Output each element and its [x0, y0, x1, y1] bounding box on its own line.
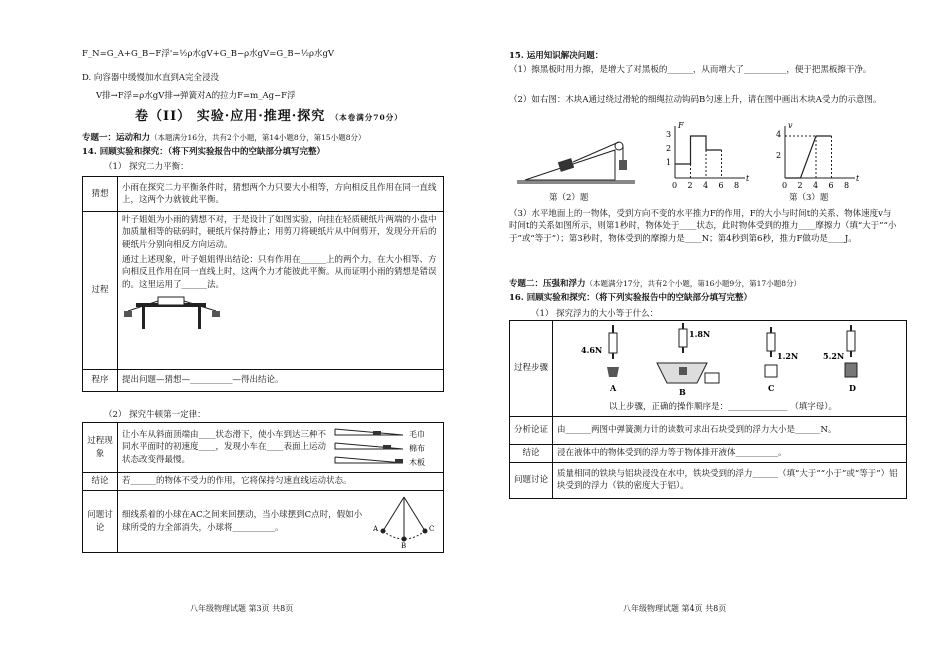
velocity-time-graph-svg: [771, 120, 863, 190]
discussion-text: 细线系着的小球在AC之间来回摆动，当小球摆到C点时，假如小球所受的力全部消失，小球将__________。: [122, 510, 363, 533]
y-tick-label: 1: [666, 158, 672, 167]
section-title: [135, 108, 403, 127]
y-tick-label: 2: [666, 144, 672, 153]
process-header: 过程: [83, 212, 118, 370]
discussion-header: 问题讨论: [83, 491, 118, 553]
x-tick-label: 4: [703, 181, 709, 190]
force-c: 1.2N: [777, 351, 799, 361]
surface-label-towel: 毛巾: [409, 430, 425, 439]
discussion2-header: 问题讨论: [510, 462, 553, 498]
discussion-cell: [118, 491, 444, 553]
force-time-graph: [661, 120, 753, 194]
topic1-heading: [82, 132, 365, 144]
discussion2-cell: 质量相同的铁块与铝块浸没在水中，铁块受到的浮力______（填“大于”“小于”或“等于”）铝块受到的浮力（铁的密度大于铝）。: [553, 462, 907, 498]
x-tick-label: 2: [797, 181, 803, 190]
x-tick-label: 2: [687, 181, 693, 190]
page-footer-left: 八年级物理试题 第3页 共8页: [190, 604, 294, 614]
program-header: 程序: [83, 370, 118, 392]
x-axis-label: t: [856, 174, 860, 183]
buoyancy-table: [509, 320, 907, 499]
topic1-head: 专题一：运动和力: [82, 133, 151, 143]
process-cell: [118, 212, 444, 370]
force-d: 5.2N: [823, 351, 845, 361]
x-tick-label: 8: [734, 181, 740, 190]
process-text-2: 通过上述现象，叶子姐姐得出结论：只有作用在______上的两个力，在大小相等、方向相反且作用在同一直线上时，这两个力才能彼此平衡。从而证明小雨的猜想是错误的。这里运用了______法。: [122, 254, 437, 290]
x-tick-label: 8: [844, 181, 850, 190]
topic1-note: （本题满分16分，共有2个小题，第14小题8分，第15小题8分）: [150, 133, 366, 142]
page-footer-right: 八年级物理试题 第4页 共8页: [623, 604, 727, 614]
y-tick-label: 2: [776, 151, 782, 160]
steps-cell: [553, 321, 907, 417]
conclusion2-cell: 浸在液体中的物体受到的浮力等于物体排开液体__________。: [553, 444, 907, 462]
q15-part3: （3）水平地面上的一物体，受到方向不变的水平推力F的作用，F的大小与时间t的关系、物体速度v与时间t的关系如图所示，则第1秒时，物体处于____状态，此时物体受到的推力____摩擦力（填“大于”“小于”或“等于”）；第3秒时，物体受到的摩擦力是____N；第4秒到第6秒，推力F做功是____J。: [509, 209, 897, 244]
section-title-text: 卷（II） 实验·应用·推理·探究: [135, 109, 326, 124]
newton-table: [82, 422, 444, 553]
balance-table: [82, 176, 444, 392]
caption-q3: 第（3）题: [789, 193, 829, 203]
phenomenon-text: 让小车从斜面顶端由____状态滑下，使小车到达三种不同水平面时的初速度____，发现小车在____表面上运动状态改变得最慢。: [122, 430, 327, 465]
analysis-cell: 由______两图中弹簧测力计的读数可求出石块受到的浮力大小是______N。: [553, 416, 907, 444]
formula-line-1: F_N=G_A+G_B−F浮'=½ρ水gV+G_B−ρ水gV=G_B−½ρ水gV: [82, 49, 335, 59]
surface-label-cotton: 棉布: [409, 444, 425, 453]
guess-cell: 小雨在探究二力平衡条件时，猜想两个力只要大小相等，方向相反且作用在同一直线上，这两个力就彼此平衡。: [118, 177, 444, 212]
force-time-graph-svg: [661, 120, 753, 190]
balance-apparatus-diagram: [122, 293, 222, 337]
pendulum-label-c: C: [429, 525, 435, 533]
conclusion2-header: 结论: [510, 444, 553, 462]
conclusion-header: 结论: [83, 473, 118, 491]
x-tick-label: 0: [672, 181, 678, 190]
pulley-incline-diagram: [515, 122, 639, 188]
surface-label-wood: 木板: [409, 458, 425, 467]
pendulum-label-b: B: [401, 542, 407, 549]
x-tick-label: 6: [718, 181, 724, 190]
analysis-header: 分析论证: [510, 416, 553, 444]
topic2-head: 专题二：压强和浮力: [509, 279, 586, 289]
step-label-a: A: [610, 383, 617, 393]
step-label-c: C: [768, 383, 775, 393]
phenomenon-cell: [118, 423, 444, 473]
conclusion-cell: 若______的物体不受力的作用，它将保持匀速直线运动状态。: [118, 473, 444, 491]
x-tick-label: 0: [782, 181, 788, 190]
pendulum-diagram: [369, 493, 439, 549]
topic2-note: （本题满分17分，共有2个小题，第16小题9分，第17小题8分）: [585, 279, 801, 288]
velocity-series-line: [785, 136, 832, 178]
process-text-1: 叶子姐姐为小雨的猜想不对，于是设计了如图实验，向挂在轻质硬纸片两端的小盘中加质量相等的砝码时，硬纸片保持静止；用剪刀将硬纸片从中间剪开，发现分开后的硬纸片分别向相反方向运动。: [122, 215, 437, 250]
y-tick-label: 4: [776, 130, 782, 139]
caption-q2: 第（2）题: [549, 193, 589, 203]
force-b: 1.8N: [689, 329, 711, 339]
q16-heading: 16. 回顾实验和探究：（将下列实验报告中的空缺部分填写完整）: [509, 293, 752, 303]
guess-header: 猜想: [83, 177, 118, 212]
y-tick-label: 3: [666, 130, 672, 139]
buoyancy-steps-diagram: [557, 323, 887, 397]
y-axis-label: v: [788, 121, 793, 130]
steps-header: 过程步骤: [510, 321, 553, 417]
x-axis-label: t: [746, 174, 750, 183]
right-page: [475, 0, 950, 649]
force-series-line: [675, 136, 722, 164]
q16-part1: （1） 探究浮力的大小等于什么：: [531, 309, 659, 319]
x-tick-label: 4: [813, 181, 819, 190]
phenomenon-header: 过程现象: [83, 423, 118, 473]
topic2-heading: [509, 278, 801, 290]
q14-heading: 14. 回顾实验和探究：（将下列实验报告中的空缺部分填写完整）: [82, 147, 325, 157]
q14-part1: （1） 探究二力平衡：: [104, 162, 189, 172]
step-label-d: D: [849, 383, 856, 393]
section-note: （本卷满分70分）: [330, 113, 403, 122]
velocity-time-graph: [771, 120, 863, 194]
incline-surfaces-diagram: [333, 425, 441, 469]
force-a: 4.6N: [581, 345, 603, 355]
order-text: 以上步骤，正确的操作顺序是：______________ （填字母）。: [609, 402, 837, 413]
y-axis-label: F: [678, 121, 684, 130]
pendulum-label-a: A: [373, 525, 379, 533]
x-tick-label: 6: [828, 181, 834, 190]
q15-part2: （2）如右图：木块A通过绕过滑轮的细绳拉动钩码B匀速上升，请在图中画出木块A受力的示意图。: [509, 95, 882, 105]
formula-line-2: V排→F浮=ρ水gV排→弹簧对A的拉力F=m_Ag−F浮: [96, 91, 296, 101]
step-label-b: B: [679, 387, 686, 397]
q15-heading: 15. 运用知识解决问题：: [509, 51, 604, 61]
option-d: D. 向容器中缓慢加水直到A完全浸没: [82, 73, 220, 83]
q14-part2: （2） 探究牛顿第一定律：: [104, 410, 206, 420]
program-cell: 提出问题—猜想—__________—得出结论。: [118, 370, 444, 392]
q15-part1: （1）擦黑板时用力擦，是增大了对黑板的______，从而增大了__________，便于把黑板擦干净。: [509, 65, 872, 75]
